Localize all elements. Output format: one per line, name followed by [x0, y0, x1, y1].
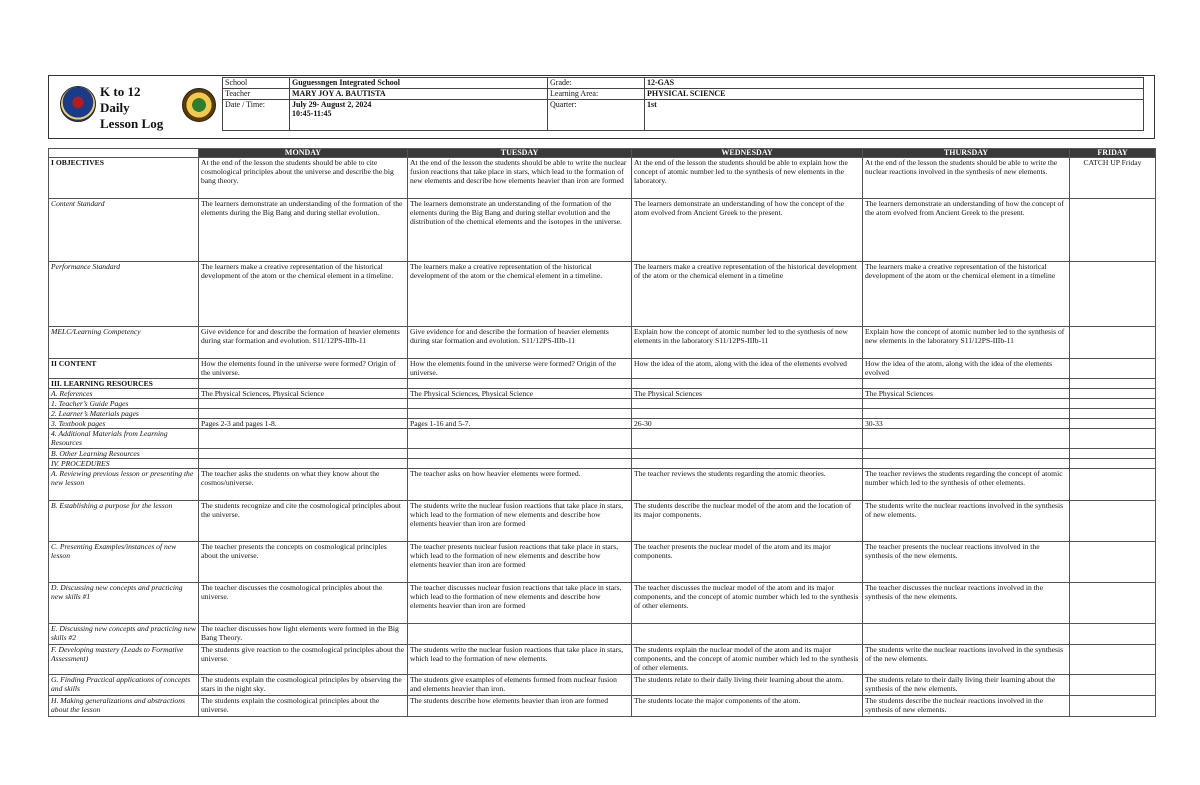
cell-monday: Pages 2-3 and pages 1-8. [199, 419, 408, 429]
lesson-row [49, 501, 1156, 542]
cell-monday: The teacher discusses the cosmological principles about the universe. [199, 583, 408, 624]
cell-monday: At the end of the lesson the students should be able to cite cosmological principles about the universe and describe the big bang theory. [199, 158, 408, 199]
cell-monday: The students recognize and cite the cosmological principles about the universe. [199, 501, 408, 542]
cell-wednesday: The learners make a creative representation of the historical development of the atom or the chemical element in a timeline [632, 262, 863, 327]
cell-friday [1070, 389, 1156, 399]
title-line: Lesson Log [100, 116, 164, 131]
date-value: July 29- August 2, 2024 [292, 100, 372, 109]
time-value: 10:45-11:45 [292, 109, 332, 118]
cell-tuesday: The students write the nuclear fusion reactions that take place in stars, which lead to the formation of new elements. [408, 645, 632, 675]
cell-thursday: The learners make a creative representation of the historical development of the atom or the chemical element in a timeline [863, 262, 1070, 327]
learning-area-value: PHYSICAL SCIENCE [645, 89, 1144, 100]
cell-tuesday [408, 459, 632, 469]
cell-friday [1070, 429, 1156, 449]
cell-monday [199, 429, 408, 449]
cell-wednesday [632, 459, 863, 469]
cell-thursday: The Physical Sciences [863, 389, 1070, 399]
cell-tuesday: How the elements found in the universe were formed? Origin of the universe. [408, 359, 632, 379]
row-label: II CONTENT [49, 359, 199, 379]
lesson-row [49, 429, 1156, 449]
day-header-monday: MONDAY [199, 149, 408, 158]
cell-tuesday [408, 449, 632, 459]
cell-thursday: The teacher presents the nuclear reactions involved in the synthesis of the new elements. [863, 542, 1070, 583]
row-label: Content Standard [49, 199, 199, 262]
cell-friday: CATCH UP Friday [1070, 158, 1156, 199]
cell-friday [1070, 583, 1156, 624]
cell-wednesday: The students explain the nuclear model of the atom and its major components, and the concept of atomic number which led to the synthesis of other elements. [632, 645, 863, 675]
cell-thursday [863, 459, 1070, 469]
lesson-row [49, 359, 1156, 379]
row-label: H. Making generalizations and abstractions about the lesson [49, 696, 199, 717]
cell-tuesday: The students describe how elements heavier than iron are formed [408, 696, 632, 717]
lesson-row [49, 624, 1156, 645]
cell-monday: The students give reaction to the cosmological principles about the universe. [199, 645, 408, 675]
date-time-label: Date / Time: [223, 100, 290, 131]
cell-thursday [863, 624, 1070, 645]
cell-monday [199, 399, 408, 409]
school-seal-icon [182, 88, 216, 122]
title-line: K to 12 [100, 84, 141, 99]
cell-friday [1070, 645, 1156, 675]
row-label: 2. Learner’s Materials pages [49, 409, 199, 419]
cell-tuesday [408, 399, 632, 409]
row-label: A. References [49, 389, 199, 399]
quarter-label: Quarter: [548, 100, 645, 131]
cell-wednesday: The Physical Sciences [632, 389, 863, 399]
cell-tuesday [408, 624, 632, 645]
cell-thursday: The students write the nuclear reactions involved in the synthesis of the new elements. [863, 645, 1070, 675]
lesson-row [49, 409, 1156, 419]
cell-tuesday: Give evidence for and describe the formation of heavier elements during star formation and evolution. S11/12PS-IIIb-11 [408, 327, 632, 359]
cell-thursday: The teacher reviews the students regarding the concept of atomic number which led to the synthesis of other elements. [863, 469, 1070, 501]
cell-monday: The teacher asks the students on what they know about the cosmos/universe. [199, 469, 408, 501]
cell-thursday: At the end of the lesson the students should be able to write the nuclear reactions involved in the synthesis of new elements. [863, 158, 1070, 199]
day-header-corner [49, 149, 199, 158]
row-label: 1. Teacher’s Guide Pages [49, 399, 199, 409]
lesson-row [49, 469, 1156, 501]
title-line: Daily [100, 100, 130, 115]
grade-label: Grade: [548, 78, 645, 89]
row-label: B. Establishing a purpose for the lesson [49, 501, 199, 542]
lesson-plan-table [48, 148, 1156, 717]
cell-thursday [863, 399, 1070, 409]
lesson-row [49, 449, 1156, 459]
cell-tuesday: The learners make a creative representation of the historical development of the atom or the chemical element in a timeline. [408, 262, 632, 327]
cell-wednesday: The teacher reviews the students regarding the atomic theories. [632, 469, 863, 501]
cell-thursday [863, 379, 1070, 389]
day-header-tuesday: TUESDAY [408, 149, 632, 158]
lesson-row [49, 542, 1156, 583]
cell-friday [1070, 409, 1156, 419]
row-label: E. Discussing new concepts and practicing new skills #2 [49, 624, 199, 645]
day-header-friday: FRIDAY [1070, 149, 1156, 158]
cell-wednesday: Explain how the concept of atomic number led to the synthesis of new elements in the laboratory S11/12PS-IIIb-11 [632, 327, 863, 359]
cell-monday [199, 379, 408, 389]
day-header-wednesday: WEDNESDAY [632, 149, 863, 158]
cell-thursday: The students describe the nuclear reactions involved in the synthesis of new elements. [863, 696, 1070, 717]
cell-friday [1070, 542, 1156, 583]
grade-value: 12-GAS [645, 78, 1144, 89]
day-header-row [49, 149, 1156, 158]
cell-tuesday [408, 379, 632, 389]
lesson-row [49, 645, 1156, 675]
cell-monday: The students explain the cosmological principles about the universe. [199, 696, 408, 717]
lesson-row [49, 675, 1156, 696]
cell-friday [1070, 327, 1156, 359]
lesson-row [49, 696, 1156, 717]
document-title [100, 84, 180, 132]
cell-thursday: The learners demonstrate an understanding of how the concept of the atom evolved from Ancient Greek to the present. [863, 199, 1070, 262]
cell-friday [1070, 262, 1156, 327]
cell-friday [1070, 399, 1156, 409]
cell-tuesday: The learners demonstrate an understanding of the formation of the elements during the Big Bang and during stellar evolution and the distribution of the chemical elements and the isotopes in the universe. [408, 199, 632, 262]
cell-wednesday: At the end of the lesson the students should be able to explain how the concept of atomic number led to the synthesis of new elements in the laboratory. [632, 158, 863, 199]
cell-monday [199, 459, 408, 469]
row-label: 3. Textbook pages [49, 419, 199, 429]
day-header-thursday: THURSDAY [863, 149, 1070, 158]
lesson-row [49, 158, 1156, 199]
cell-friday [1070, 469, 1156, 501]
cell-wednesday [632, 449, 863, 459]
row-label: A. Reviewing previous lesson or presenting the new lesson [49, 469, 199, 501]
cell-wednesday [632, 399, 863, 409]
row-label: C. Presenting Examples/instances of new lesson [49, 542, 199, 583]
cell-thursday [863, 449, 1070, 459]
cell-friday [1070, 379, 1156, 389]
teacher-label: Teacher [223, 89, 290, 100]
cell-monday: Give evidence for and describe the formation of heavier elements during star formation and evolution. S11/12PS-IIIb-11 [199, 327, 408, 359]
row-label: I OBJECTIVES [49, 158, 199, 199]
row-label: B. Other Learning Resources [49, 449, 199, 459]
cell-tuesday: The students give examples of elements formed from nuclear fusion and elements heavier than iron. [408, 675, 632, 696]
cell-monday: How the elements found in the universe were formed? Origin of the universe. [199, 359, 408, 379]
cell-tuesday: The Physical Sciences, Physical Science [408, 389, 632, 399]
lesson-row [49, 327, 1156, 359]
cell-thursday [863, 429, 1070, 449]
cell-monday: The students explain the cosmological principles by observing the stars in the night sky. [199, 675, 408, 696]
cell-wednesday: 26-30 [632, 419, 863, 429]
cell-wednesday: The learners demonstrate an understanding of how the concept of the atom evolved from Ancient Greek to the present. [632, 199, 863, 262]
cell-wednesday: The teacher presents the nuclear model of the atom and its major components. [632, 542, 863, 583]
cell-tuesday [408, 429, 632, 449]
row-label: F. Developing mastery (Leads to Formative Assessment) [49, 645, 199, 675]
lesson-row [49, 459, 1156, 469]
cell-friday [1070, 675, 1156, 696]
quarter-value: 1st [645, 100, 1144, 131]
teacher-value: MARY JOY A. BAUTISTA [290, 89, 548, 100]
school-info-table [222, 77, 1144, 131]
row-label: G. Finding Practical applications of concepts and skills [49, 675, 199, 696]
lesson-row [49, 379, 1156, 389]
cell-thursday: Explain how the concept of atomic number led to the synthesis of new elements in the laboratory S11/12PS-IIIb-11 [863, 327, 1070, 359]
cell-tuesday: At the end of the lesson the students should be able to write the nuclear fusion reactions that take place in stars, which lead to the formation of new elements and describe how elements heavier than iron are formed [408, 158, 632, 199]
row-label: MELC/Learning Competency [49, 327, 199, 359]
row-label: 4. Additional Materials from Learning Resources [49, 429, 199, 449]
cell-thursday [863, 409, 1070, 419]
cell-tuesday [408, 409, 632, 419]
cell-thursday: How the idea of the atom, along with the idea of the elements evolved [863, 359, 1070, 379]
cell-monday [199, 409, 408, 419]
lesson-row [49, 199, 1156, 262]
cell-wednesday: How the idea of the atom, along with the idea of the elements evolved [632, 359, 863, 379]
cell-monday: The Physical Sciences, Physical Science [199, 389, 408, 399]
cell-thursday: 30-33 [863, 419, 1070, 429]
cell-friday [1070, 696, 1156, 717]
lesson-row [49, 262, 1156, 327]
lesson-row [49, 399, 1156, 409]
cell-friday [1070, 449, 1156, 459]
cell-friday [1070, 501, 1156, 542]
row-label: IV. PROCEDURES [49, 459, 199, 469]
cell-wednesday: The teacher discusses the nuclear model of the atom and its major components, and the concept of atomic number which led to the synthesis of other elements. [632, 583, 863, 624]
cell-thursday: The teacher discusses the nuclear reactions involved in the synthesis of the new elements. [863, 583, 1070, 624]
cell-wednesday: The students relate to their daily living their learning about the atom. [632, 675, 863, 696]
cell-friday [1070, 199, 1156, 262]
lesson-row [49, 583, 1156, 624]
cell-wednesday: The students describe the nuclear model of the atom and the location of its major components. [632, 501, 863, 542]
lesson-row [49, 389, 1156, 399]
cell-tuesday: The teacher discusses nuclear fusion reactions that take place in stars, which lead to the formation of new elements and describe how elements heavier than iron are formed [408, 583, 632, 624]
cell-thursday: The students write the nuclear reactions involved in the synthesis of new elements. [863, 501, 1070, 542]
cell-tuesday: Pages 1-16 and 5-7. [408, 419, 632, 429]
cell-friday [1070, 459, 1156, 469]
cell-wednesday: The students locate the major components of the atom. [632, 696, 863, 717]
cell-thursday: The students relate to their daily living their learning about the synthesis of the new elements. [863, 675, 1070, 696]
cell-monday [199, 449, 408, 459]
school-value: Guguessngen Integrated School [290, 78, 548, 89]
cell-tuesday: The students write the nuclear fusion reactions that take place in stars, which lead to the formation of new elements and describe how elements heavier than iron are formed [408, 501, 632, 542]
row-label: D. Discussing new concepts and practicing new skills #1 [49, 583, 199, 624]
date-time-value [290, 100, 548, 131]
row-label: III. LEARNING RESOURCES [49, 379, 199, 389]
cell-tuesday: The teacher asks on how heavier elements were formed. [408, 469, 632, 501]
school-label: School [223, 78, 290, 89]
cell-wednesday [632, 409, 863, 419]
lesson-row [49, 419, 1156, 429]
deped-seal-icon [60, 86, 96, 122]
row-label: Performance Standard [49, 262, 199, 327]
cell-tuesday: The teacher presents nuclear fusion reactions that take place in stars, which lead to the formation of new elements and describe how elements heavier than iron are formed [408, 542, 632, 583]
cell-wednesday [632, 429, 863, 449]
cell-wednesday [632, 624, 863, 645]
cell-friday [1070, 419, 1156, 429]
cell-monday: The learners make a creative representation of the historical development of the atom or the chemical element in a timeline. [199, 262, 408, 327]
cell-friday [1070, 624, 1156, 645]
cell-monday: The teacher presents the concepts on cosmological principles about the universe. [199, 542, 408, 583]
cell-monday: The learners demonstrate an understanding of the formation of the elements during the Big Bang and during stellar evolution. [199, 199, 408, 262]
cell-monday: The teacher discusses how light elements were formed in the Big Bang Theory. [199, 624, 408, 645]
cell-friday [1070, 359, 1156, 379]
cell-wednesday [632, 379, 863, 389]
learning-area-label: Learning Area: [548, 89, 645, 100]
